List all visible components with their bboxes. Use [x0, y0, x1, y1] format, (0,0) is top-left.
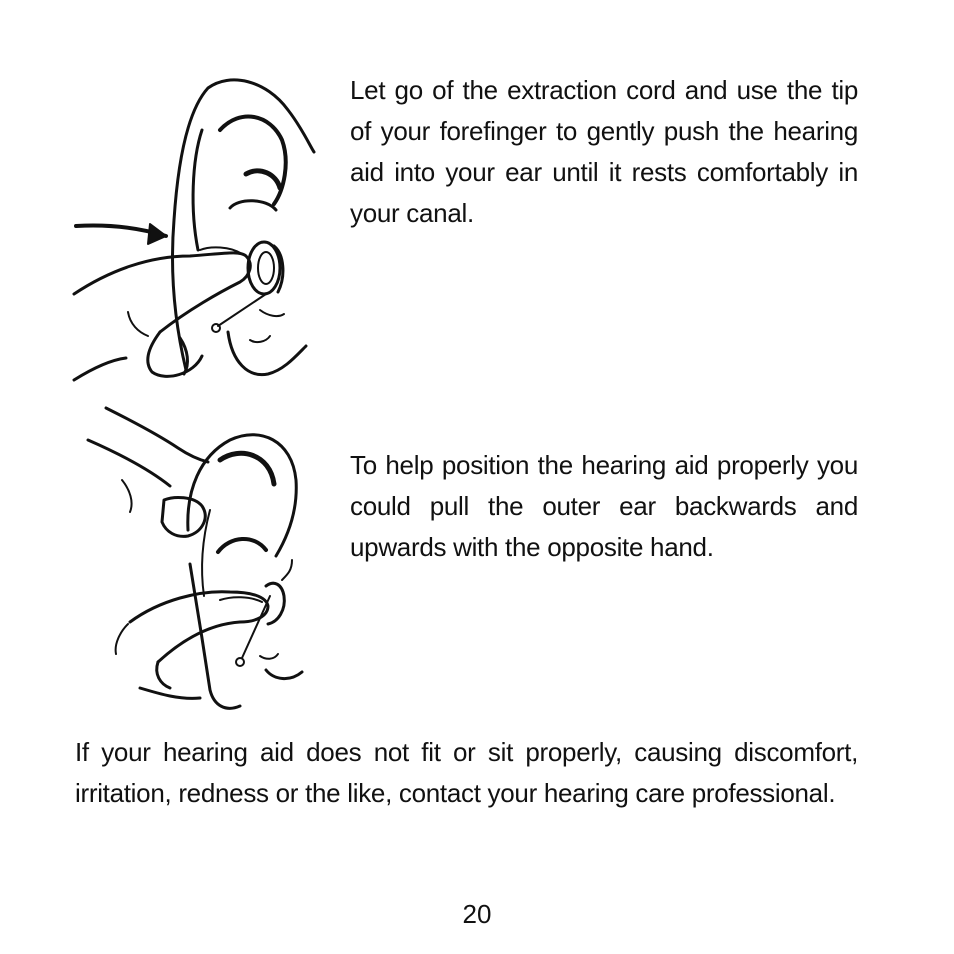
position-step-paragraph: To help position the hearing aid properly you could pull the outer ear backwards and upwards with the opposite hand. [350, 450, 858, 562]
ear-positioning-icon [70, 400, 320, 720]
ear-insertion-icon [70, 70, 320, 390]
fit-warning-paragraph: If your hearing aid does not fit or sit properly, causing discomfort, irritation, redness or the like, contact your hearing care professional. [75, 737, 858, 808]
page-number: 20 [462, 899, 492, 929]
ear-positioning-illustration [70, 400, 320, 720]
insert-step-paragraph: Let go of the extraction cord and use the tip of your forefinger to gently push the hearing aid into your ear until it rests comfortably in your canal. [350, 75, 858, 228]
ear-insertion-illustration [70, 70, 320, 390]
